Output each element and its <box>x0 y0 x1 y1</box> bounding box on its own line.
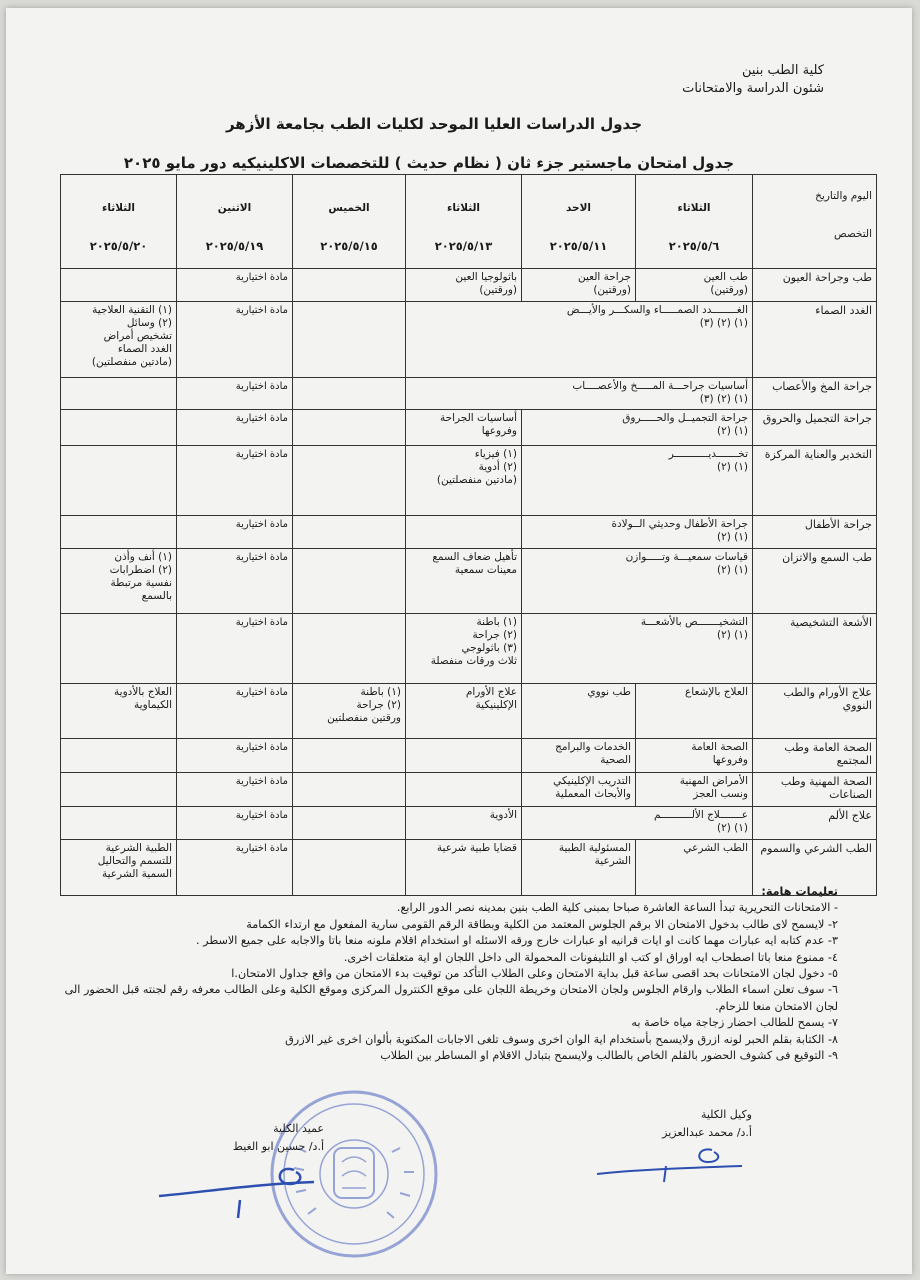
exam-cell: تأهيل ضعاف السمع معينات سمعية <box>406 549 522 614</box>
day-name: الاحد <box>565 202 592 214</box>
day-date: ٢٠٢٥/٥/٦ <box>668 239 720 253</box>
exam-cell: مادة اختيارية <box>177 516 293 549</box>
exam-cell: العلاج بالأدوية الكيماوية <box>61 684 177 739</box>
exam-cell <box>293 807 406 840</box>
exam-cell: طب العين (ورقتين) <box>636 269 753 302</box>
exam-cell-spanning: أساسيات جراحـــة المـــــخ والأعصــــاب (١) (٢) (٣) <box>406 378 753 410</box>
table-row <box>61 269 877 302</box>
instructions-heading: تعليمات هامة: <box>761 885 838 898</box>
exam-cell: مادة اختيارية <box>177 614 293 684</box>
exam-cell: العلاج بالإشعاع <box>636 684 753 739</box>
vice-dean-name: أ.د/ محمد عبدالعزيز <box>662 1126 752 1139</box>
instruction-item: ٧- يسمح للطالب احضار زجاجة مياه خاصة به <box>631 1016 838 1030</box>
dean-signature <box>154 1120 324 1232</box>
main-title: جدول الدراسات العليا الموحد لكليات الطب بجامعة الأزهر <box>225 115 643 133</box>
day-header <box>177 175 293 269</box>
day-date: ٢٠٢٥/٥/٢٠ <box>89 239 148 253</box>
exam-cell <box>406 773 522 807</box>
exam-cell <box>293 410 406 446</box>
specialty-cell: الأشعة التشخيصية <box>753 614 877 684</box>
exam-cell: أساسيات الجراحة وفروعها <box>406 410 522 446</box>
instruction-item: ٨- الكتابة بقلم الحبر لونه ازرق ولايسمح بأستخدام اية الوان اخرى وسوف تلغى الاجابات المكتوبة بألوان اخرى غير الازرق <box>285 1032 838 1046</box>
instruction-item: ٩- التوقيع فى كشوف الحضور بالقلم الخاص بالطالب ولايسمح بتبادل الاقلام او المساطر بين الطلاب <box>380 1049 838 1063</box>
day-date: ٢٠٢٥/٥/١٩ <box>205 239 264 253</box>
exam-cell-spanning: الغــــــــدد الصمـــــاء والسكـــر والأيـــض (١) (٢) (٣) <box>406 302 753 378</box>
day-header <box>61 175 177 269</box>
specialty-cell: طب وجراحة العيون <box>753 269 877 302</box>
day-name: الثلاثاء <box>677 202 711 214</box>
day-date: ٢٠٢٥/٥/١٥ <box>320 239 378 253</box>
specialty-cell: جراحة التجميل والحروق <box>753 410 877 446</box>
exam-cell <box>61 446 177 516</box>
exam-cell <box>61 378 177 410</box>
exam-cell: (١) أنف وأذن (٢) اضطرابات نفسية مرتبطة بالسمع <box>61 549 177 614</box>
exam-cell: مادة اختيارية <box>177 807 293 840</box>
specialty-cell: الغدد الصماء <box>753 302 877 378</box>
exam-cell <box>61 269 177 302</box>
corner-cell <box>753 175 877 269</box>
table-row <box>61 516 877 549</box>
exam-cell <box>293 378 406 410</box>
exam-cell: التدريب الإكلينيكي والأبحاث المعملية <box>522 773 636 807</box>
specialty-cell: طب السمع والاتزان <box>753 549 877 614</box>
exam-cell <box>61 807 177 840</box>
table-row <box>61 684 877 739</box>
table-row <box>61 302 877 378</box>
exam-cell: الأمراض المهنية ونسب العجز <box>636 773 753 807</box>
exam-cell <box>61 516 177 549</box>
exam-cell: مادة اختيارية <box>177 302 293 378</box>
exam-cell <box>293 516 406 549</box>
day-header <box>636 175 753 269</box>
exam-cell: (١) التقنية العلاجية (٢) وسائل تشخيص أمراض الغدد الصماء (مادتين منفصلتين) <box>61 302 177 378</box>
sub-title: جدول امتحان ماجستير جزء ثان ( نظام حديث ) للتخصصات الاكلينيكيه دور مايو ٢٠٢٥ <box>123 154 735 172</box>
specialty-cell: علاج الأورام والطب النووي <box>753 684 877 739</box>
exam-cell: (١) فيزياء (٢) أدوية (مادتين منفصلتين) <box>406 446 522 516</box>
exam-cell: علاج الأورام الإكلينيكية <box>406 684 522 739</box>
header-row <box>61 175 877 269</box>
table-row <box>61 739 877 773</box>
exam-cell <box>293 614 406 684</box>
instruction-item: ٤- ممنوع منعا باتا اصطحاب ايه اوراق او كتب او التليفونات المحمولة الى داخل اللجان او اية متعلقات اخرى. <box>343 950 838 964</box>
day-name: الثلاثاء <box>446 202 481 214</box>
exam-cell-spanning: عـــــــلاج الألــــــــــم (١) (٢) <box>522 807 753 840</box>
specialty-cell: جراحة الأطفال <box>753 516 877 549</box>
exam-cell-spanning: التشخيـــــــص بالأشعـــة (١) (٢) <box>522 614 753 684</box>
table-row <box>61 549 877 614</box>
exam-cell <box>293 739 406 773</box>
exam-schedule-table <box>60 174 877 896</box>
exam-cell <box>293 269 406 302</box>
exam-cell: الطبية الشرعية للتسمم والتحاليل السمية الشرعية <box>61 840 177 896</box>
exam-cell: مادة اختيارية <box>177 410 293 446</box>
day-header <box>293 175 406 269</box>
table-row <box>61 446 877 516</box>
exam-cell: (١) باطنة (٢) جراحة (٣) باثولوجي ثلاث ورقات منفصلة <box>406 614 522 684</box>
vice-dean-title: وكيل الكلية <box>700 1108 752 1121</box>
exam-cell <box>293 302 406 378</box>
exam-cell <box>293 446 406 516</box>
corner-specialty: التخصص <box>833 228 872 240</box>
exam-cell-spanning: جراحة التجميــل والحـــــروق (١) (٢) <box>522 410 753 446</box>
exam-cell <box>406 516 522 549</box>
corner-day-date: اليوم والتاريخ <box>815 190 872 202</box>
exam-cell <box>61 410 177 446</box>
instruction-item: - الامتحانات التحريرية تبدأ الساعة العاشرة صباحا بمبنى كلية الطب بنين بمدينه نصر الدور الرابع. <box>396 901 838 915</box>
day-name: الخميس <box>328 202 370 214</box>
exam-cell <box>61 614 177 684</box>
exam-cell: مادة اختيارية <box>177 773 293 807</box>
specialty-cell: التخدير والعناية المركزة <box>753 446 877 516</box>
exam-cell: مادة اختيارية <box>177 378 293 410</box>
dean-name: أ.د/ حسين ابو الغيط <box>232 1140 324 1153</box>
table-row <box>61 773 877 807</box>
document-page <box>6 8 912 1274</box>
instruction-item: ٦- سوف تعلن اسماء الطلاب وارقام الجلوس ولجان الامتحان وخريطة اللجان على موقع الكنترول المركزى وموقع الكلية وعلى الطالب معرفه رقم لجنته قبل الحضور الى لجان الامتحان منعا للزحام. <box>64 983 838 1013</box>
instruction-item: ٥- دخول لجان الامتحانات بحد اقصى ساعة قبل بداية الامتحان وعلى الطلاب التأكد من توقيت بدء الامتحان من واقع جداول الامتحان.ا <box>231 967 838 981</box>
exam-cell: الأدوية <box>406 807 522 840</box>
exam-cell <box>293 773 406 807</box>
day-header <box>406 175 522 269</box>
document-header <box>682 62 824 98</box>
exam-cell: الطب الشرعي <box>636 840 753 896</box>
dean-title: عميد الكلية <box>273 1122 324 1135</box>
instructions-section <box>62 884 838 1064</box>
specialty-cell: الصحة العامة وطب المجتمع <box>753 739 877 773</box>
exam-cell: مادة اختيارية <box>177 549 293 614</box>
table-row <box>61 410 877 446</box>
day-date: ٢٠٢٥/٥/١١ <box>549 239 608 253</box>
exam-cell <box>61 739 177 773</box>
dean-handwritten-signature <box>154 1156 324 1226</box>
exam-cell: مادة اختيارية <box>177 446 293 516</box>
exam-cell: الخدمات والبرامج الصحية <box>522 739 636 773</box>
exam-cell: مادة اختيارية <box>177 684 293 739</box>
table-row <box>61 807 877 840</box>
day-date: ٢٠٢٥/٥/١٣ <box>434 239 493 253</box>
department-name: شئون الدراسة والامتحانات <box>682 81 824 96</box>
specialty-cell: جراحة المخ والأعصاب <box>753 378 877 410</box>
vice-dean-handwritten-signature <box>592 1142 752 1192</box>
instruction-item: ٢- لايسمح لاى طالب بدخول الامتحان الا برقم الجلوس المعتمد من الكلية وبطاقة الرقم القومى سارية المفعول مع ارتداء الكمامة <box>246 917 838 931</box>
day-name: الاثنين <box>217 202 252 214</box>
day-header <box>522 175 636 269</box>
exam-cell <box>406 739 522 773</box>
exam-cell-spanning: قياسات سمعيـــة وتـــــوازن (١) (٢) <box>522 549 753 614</box>
table-row <box>61 614 877 684</box>
exam-cell: مادة اختيارية <box>177 840 293 896</box>
exam-cell: باثولوجيا العين (ورقتين) <box>406 269 522 302</box>
faculty-name: كلية الطب بنين <box>741 63 824 78</box>
exam-cell <box>293 549 406 614</box>
exam-cell: مادة اختيارية <box>177 739 293 773</box>
exam-cell-spanning: تخـــــــديـــــــــــر (١) (٢) <box>522 446 753 516</box>
exam-cell: المسئولية الطبية الشرعية <box>522 840 636 896</box>
exam-cell: قضايا طبية شرعية <box>406 840 522 896</box>
instruction-item: ٣- عدم كتابه ايه عبارات مهما كانت او ايات قرانيه او عبارات خارج ورقه الاسئله او استخدام اقلام ملونه منعا باتا والاجابه على جميع الاسطر . <box>196 934 838 948</box>
vice-dean-signature <box>592 1106 752 1198</box>
day-name: الثلاثاء <box>101 202 136 214</box>
exam-cell: جراحة العين (ورقتين) <box>522 269 636 302</box>
exam-cell: الصحة العامة وفروعها <box>636 739 753 773</box>
exam-cell: مادة اختيارية <box>177 269 293 302</box>
exam-cell: (١) باطنة (٢) جراحة ورقتين منفصلتين <box>293 684 406 739</box>
specialty-cell: الطب الشرعي والسموم <box>753 840 877 896</box>
specialty-cell: الصحة المهنية وطب الصناعات <box>753 773 877 807</box>
exam-cell-spanning: جراحة الأطفال وحديثي الــولادة (١) (٢) <box>522 516 753 549</box>
table-row <box>61 378 877 410</box>
specialty-cell: علاج الألم <box>753 807 877 840</box>
exam-cell: طب نووي <box>522 684 636 739</box>
exam-cell <box>61 773 177 807</box>
